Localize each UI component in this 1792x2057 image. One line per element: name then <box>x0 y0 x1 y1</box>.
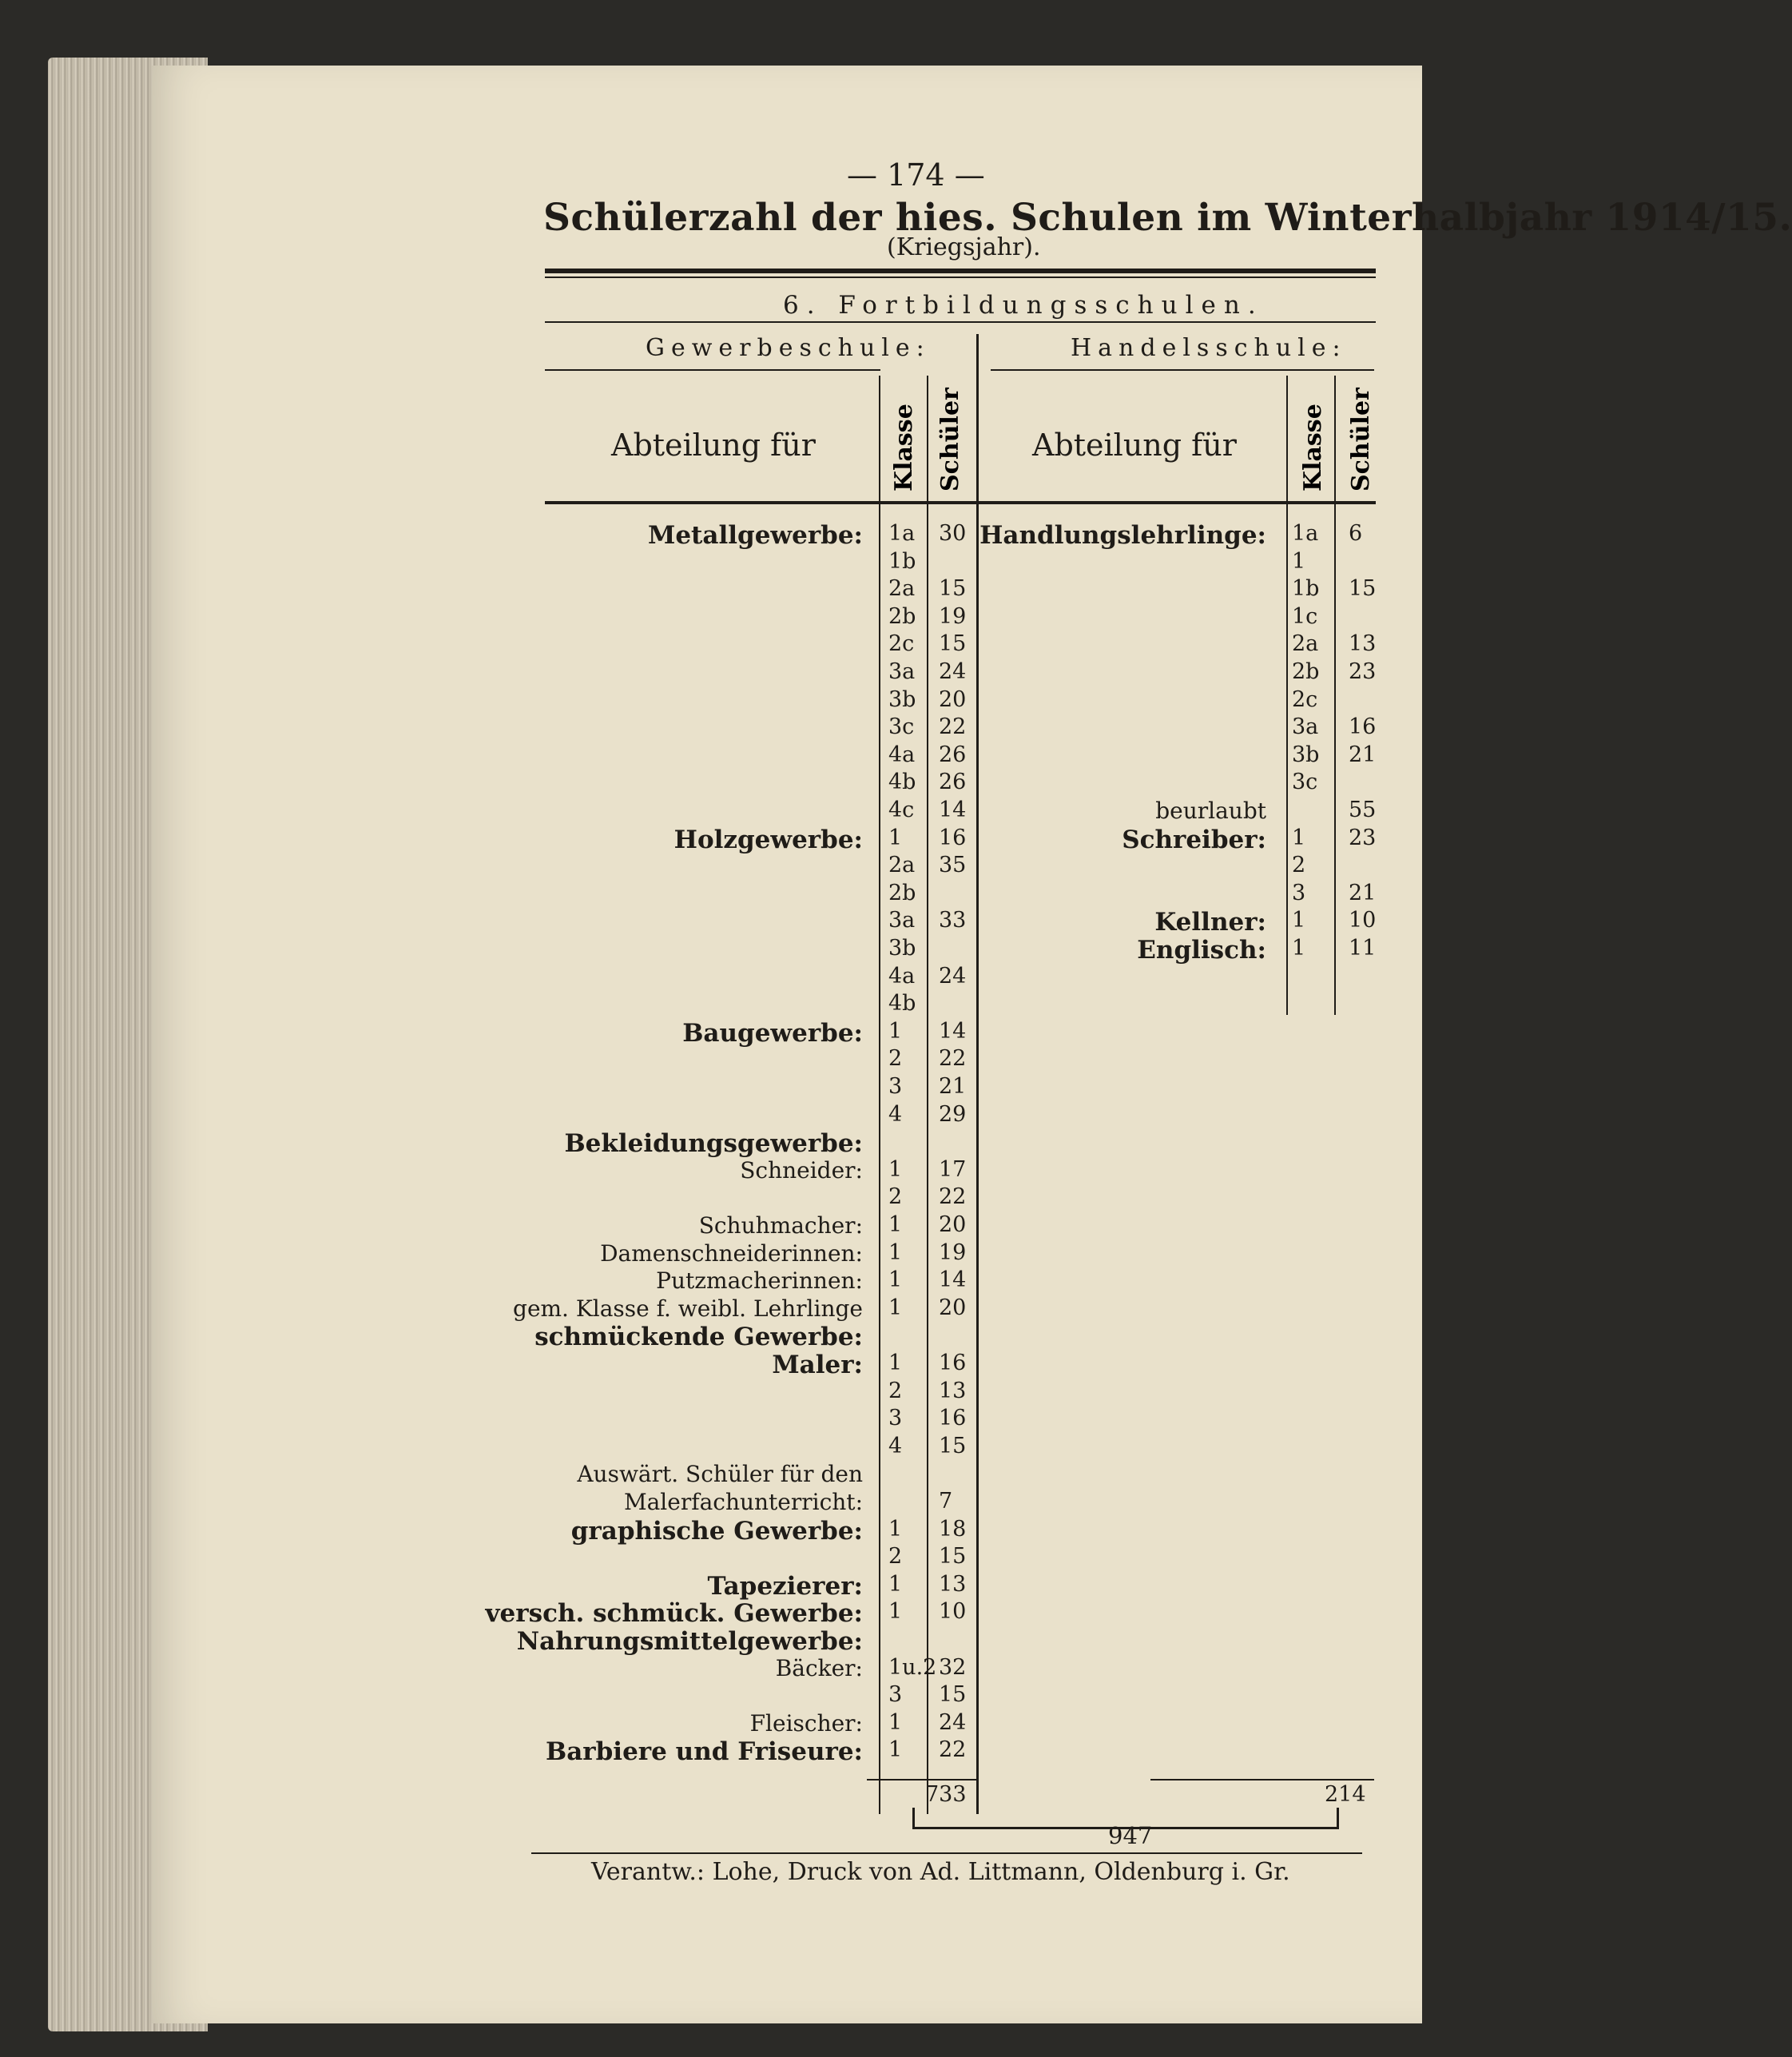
row-klasse: 4c <box>888 798 915 822</box>
row-schueler: 16 <box>939 1351 967 1375</box>
row-klasse: 4b <box>888 991 916 1017</box>
row-klasse: 4b <box>888 770 916 795</box>
row-label: Bekleidungsgewerbe: <box>564 1129 863 1159</box>
row-schueler: 24 <box>939 659 967 684</box>
row-schueler: 23 <box>1349 659 1377 684</box>
row-klasse: 3b <box>1292 742 1320 767</box>
row-label: Baugewerbe: <box>682 1018 863 1048</box>
handelsschule-heading: Handelsschule: <box>1071 334 1347 362</box>
row-label: Bäcker: <box>775 1654 863 1681</box>
row-klasse: 1b <box>888 548 916 574</box>
row-schueler: 30 <box>939 521 967 546</box>
row-schueler: 7 <box>939 1489 953 1514</box>
row-klasse: 1 <box>888 1516 903 1542</box>
imprint-footer: Verantw.: Lohe, Druck von Ad. Littmann, Oldenburg i. Gr. <box>591 1858 1290 1886</box>
row-schueler: 21 <box>1349 742 1377 767</box>
row-klasse: 2b <box>1292 659 1320 684</box>
row-schueler: 22 <box>939 714 967 740</box>
row-schueler: 21 <box>939 1074 967 1099</box>
row-klasse: 1 <box>888 825 903 850</box>
row-schueler: 21 <box>1349 880 1377 905</box>
row-klasse: 1 <box>1292 825 1306 850</box>
gewerbe-schueler-left-line <box>927 376 928 1814</box>
row-klasse: 2a <box>888 576 916 602</box>
row-klasse: 2 <box>888 1544 903 1570</box>
row-label: Englisch: <box>1137 936 1266 965</box>
row-label: Auswärt. Schüler für den <box>577 1461 863 1488</box>
row-klasse: 1 <box>888 1156 903 1182</box>
row-klasse: 1 <box>888 1709 903 1735</box>
row-schueler: 29 <box>939 1101 967 1127</box>
row-klasse: 1 <box>888 1239 903 1265</box>
row-schueler: 13 <box>939 1378 967 1403</box>
row-label: gem. Klasse f. weibl. Lehrlinge <box>513 1295 863 1322</box>
row-klasse: 2 <box>1292 853 1306 878</box>
row-klasse: 3a <box>888 659 916 684</box>
row-schueler: 15 <box>939 1544 967 1570</box>
row-klasse: 1 <box>1292 908 1306 933</box>
row-klasse: 1u.2 <box>888 1654 937 1680</box>
footer-rule <box>531 1852 1362 1854</box>
row-label: beurlaubt <box>1155 798 1266 824</box>
row-label: Barbiere und Friseure: <box>546 1737 863 1767</box>
header-rule <box>545 501 1376 504</box>
row-klasse: 1b <box>1292 576 1320 602</box>
row-label: Handlungslehrlinge: <box>979 521 1266 550</box>
row-schueler: 22 <box>939 1184 967 1210</box>
row-label: Kellner: <box>1154 908 1266 937</box>
heading-rule-right <box>991 369 1374 371</box>
row-label: graphische Gewerbe: <box>570 1516 863 1546</box>
row-schueler: 22 <box>939 1737 967 1763</box>
grand-total: 947 <box>1108 1822 1153 1849</box>
row-label: Schneider: <box>740 1156 863 1184</box>
handels-col-klasse: Klasse <box>1299 404 1327 491</box>
row-schueler: 18 <box>939 1516 967 1542</box>
row-schueler: 26 <box>939 770 967 795</box>
row-schueler: 24 <box>939 1709 967 1735</box>
gewerbe-col-klasse: Klasse <box>890 404 918 491</box>
title-rule-thin <box>545 277 1376 278</box>
row-klasse: 3c <box>1292 770 1318 795</box>
row-schueler: 15 <box>939 631 967 657</box>
row-schueler: 16 <box>939 1406 967 1431</box>
section-heading: 6. Fortbildungsschulen. <box>783 291 1264 320</box>
row-klasse: 2 <box>888 1378 903 1403</box>
gewerbeschule-total: 733 <box>925 1782 967 1807</box>
gewerbe-col-schueler: Schüler <box>936 388 964 491</box>
row-klasse: 3 <box>1292 880 1306 905</box>
row-klasse: 1 <box>888 1267 903 1293</box>
row-schueler: 15 <box>939 576 967 602</box>
row-label: schmückende Gewerbe: <box>534 1323 863 1352</box>
row-schueler: 16 <box>1349 714 1377 740</box>
page-subtitle: (Kriegsjahr). <box>887 233 1041 261</box>
row-schueler: 13 <box>1349 631 1377 657</box>
row-klasse: 1 <box>888 1737 903 1763</box>
row-klasse: 2 <box>888 1184 903 1210</box>
row-schueler: 11 <box>1349 936 1377 961</box>
handels-col-schueler: Schüler <box>1347 388 1375 491</box>
row-klasse: 2b <box>888 880 916 905</box>
row-schueler: 14 <box>939 1018 967 1044</box>
row-label: Damenschneiderinnen: <box>600 1239 863 1267</box>
row-schueler: 14 <box>939 798 967 822</box>
row-klasse: 1 <box>888 1351 903 1375</box>
row-schueler: 35 <box>939 853 967 878</box>
row-klasse: 4a <box>888 963 916 989</box>
row-schueler: 15 <box>939 1682 967 1708</box>
row-klasse: 1 <box>1292 548 1306 574</box>
row-schueler: 23 <box>1349 825 1377 850</box>
row-schueler: 14 <box>939 1267 967 1293</box>
row-klasse: 1 <box>888 1571 903 1597</box>
row-klasse: 3 <box>888 1074 903 1099</box>
row-klasse: 2a <box>888 853 916 878</box>
row-schueler: 20 <box>939 1295 967 1320</box>
row-schueler: 19 <box>939 1239 967 1265</box>
row-klasse: 1a <box>888 521 916 546</box>
row-klasse: 3c <box>888 714 915 740</box>
row-label: versch. schmück. Gewerbe: <box>485 1599 863 1629</box>
row-klasse: 4a <box>888 742 916 767</box>
row-klasse: 4 <box>888 1101 903 1127</box>
gewerbe-klasse-left-line <box>879 376 880 1814</box>
row-klasse: 3b <box>888 936 916 961</box>
row-label: Holzgewerbe: <box>673 825 863 854</box>
row-schueler: 15 <box>1349 576 1377 602</box>
gewerbe-total-rule <box>867 1779 979 1780</box>
handels-schueler-left-line <box>1334 376 1336 1015</box>
section-rule <box>545 321 1376 323</box>
handels-total-rule <box>1150 1779 1374 1780</box>
row-klasse: 4 <box>888 1433 903 1458</box>
center-divider <box>976 334 979 1814</box>
row-schueler: 32 <box>939 1654 967 1680</box>
row-label: Metallgewerbe: <box>648 521 863 550</box>
row-schueler: 6 <box>1349 521 1363 546</box>
handelsschule-total: 214 <box>1325 1782 1366 1807</box>
row-schueler: 10 <box>939 1599 967 1625</box>
row-klasse: 3a <box>1292 714 1319 740</box>
row-klasse: 2c <box>888 631 915 657</box>
row-label: Maler: <box>772 1351 863 1379</box>
row-klasse: 1 <box>888 1212 903 1237</box>
row-label: Putzmacherinnen: <box>656 1267 863 1295</box>
row-klasse: 1 <box>888 1018 903 1044</box>
gewerbe-col-abteilung: Abteilung für <box>611 428 816 463</box>
title-rule <box>545 269 1376 273</box>
row-schueler: 26 <box>939 742 967 767</box>
row-label: Schuhmacher: <box>698 1212 863 1239</box>
row-klasse: 2c <box>1292 686 1318 712</box>
row-schueler: 16 <box>939 825 967 850</box>
row-klasse: 1 <box>888 1295 903 1320</box>
row-schueler: 55 <box>1349 798 1377 822</box>
row-klasse: 1 <box>1292 936 1306 961</box>
row-klasse: 1 <box>888 1599 903 1625</box>
row-schueler: 19 <box>939 603 967 629</box>
row-klasse: 3 <box>888 1406 903 1431</box>
row-label: Malerfachunterricht: <box>623 1489 863 1515</box>
handels-col-abteilung: Abteilung für <box>1032 428 1237 463</box>
row-schueler: 15 <box>939 1433 967 1458</box>
row-schueler: 10 <box>1349 908 1377 933</box>
row-klasse: 3a <box>888 908 916 933</box>
row-schueler: 13 <box>939 1571 967 1597</box>
row-klasse: 2a <box>1292 631 1319 657</box>
heading-rule-left <box>545 369 880 371</box>
handels-klasse-left-line <box>1286 376 1288 1015</box>
row-klasse: 1a <box>1292 521 1319 546</box>
page-title: Schülerzahl der hies. Schulen im Winterhalbjahr 1914/15. <box>543 196 1792 240</box>
page-number: — 174 — <box>847 157 985 193</box>
row-label: Tapezierer: <box>707 1571 863 1601</box>
row-klasse: 1c <box>1292 603 1318 629</box>
row-schueler: 20 <box>939 1212 967 1237</box>
row-klasse: 3 <box>888 1682 903 1708</box>
row-label: Schreiber: <box>1122 825 1266 854</box>
row-schueler: 33 <box>939 908 967 933</box>
row-schueler: 24 <box>939 963 967 989</box>
row-schueler: 17 <box>939 1156 967 1182</box>
row-klasse: 2b <box>888 603 916 629</box>
row-label: Fleischer: <box>749 1709 863 1737</box>
row-schueler: 22 <box>939 1046 967 1072</box>
row-klasse: 3b <box>888 686 916 712</box>
row-klasse: 2 <box>888 1046 903 1072</box>
row-schueler: 20 <box>939 686 967 712</box>
row-label: Nahrungsmittelgewerbe: <box>516 1627 863 1656</box>
gewerbeschule-heading: Gewerbeschule: <box>646 334 931 362</box>
